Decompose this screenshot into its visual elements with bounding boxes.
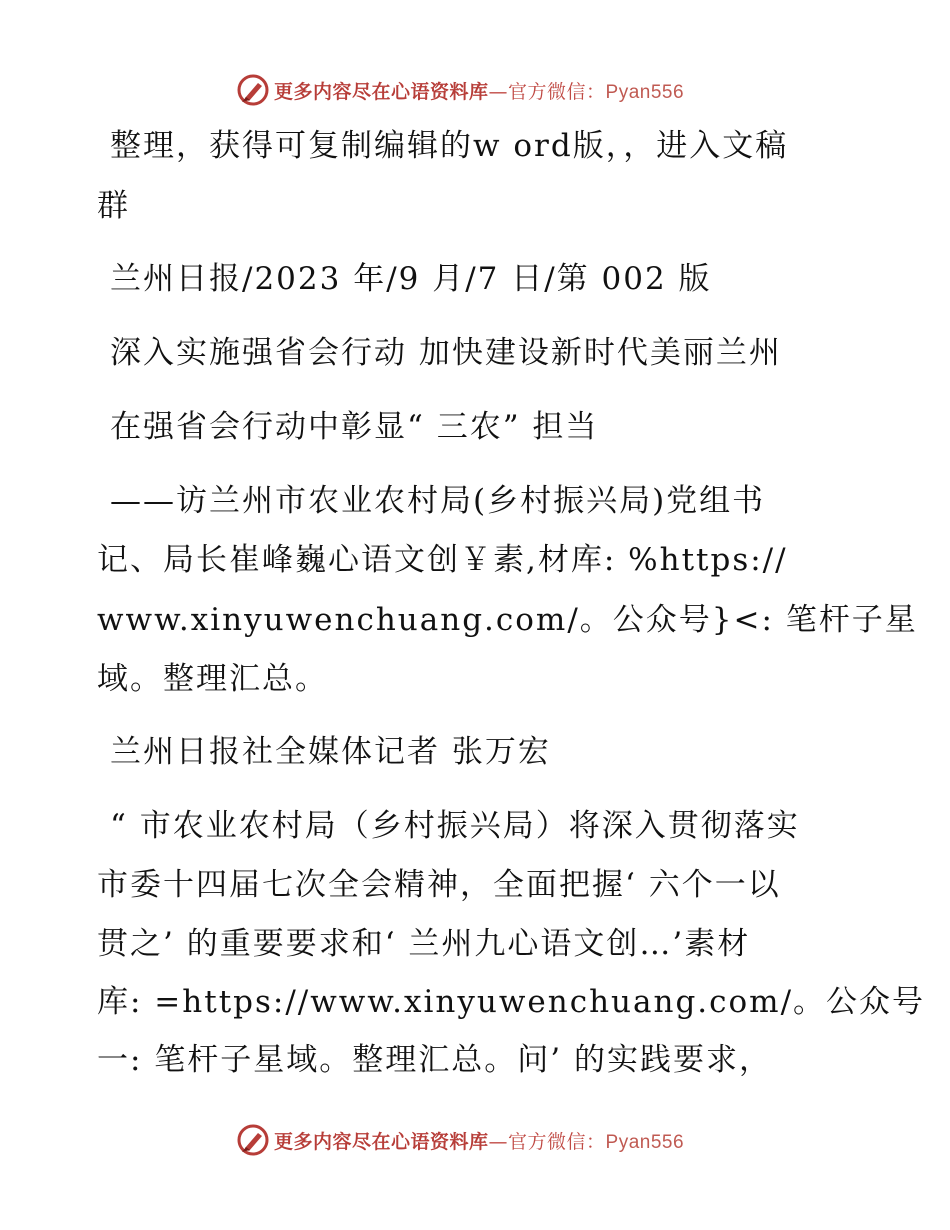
article-column-title: 深入实施强省会行动 加快建设新时代美丽兰州	[110, 335, 782, 371]
banner-dash: —	[488, 80, 509, 103]
article-subheadline: ——访兰州市农业农村局(乡村振兴局)党组书	[110, 483, 766, 519]
banner-wechat-id: Pyan556	[605, 1131, 685, 1153]
banner-dash: —	[488, 1130, 509, 1153]
banner-text	[274, 1127, 684, 1154]
paragraph-line: 市委十四届七次全会精神，全面把握‘ 六个一以	[97, 867, 781, 903]
banner-contact-label: 官方微信：	[508, 80, 606, 103]
body-line: 域。整理汇总。	[97, 661, 328, 697]
banner-text	[274, 77, 684, 104]
paragraph-line: “ 市农业农村局（乡村振兴局）将深入贯彻落实	[110, 808, 800, 844]
pen-logo-icon	[236, 73, 270, 107]
header-banner	[236, 73, 684, 107]
body-line: www.xinyuwenchuang.com/。公众号}<: 笔杆子星	[97, 602, 918, 638]
banner-slogan: 更多内容尽在心语资料库	[274, 1130, 489, 1153]
paragraph-line: 贯之’ 的重要要求和‘ 兰州九心语文创…’素材	[97, 926, 751, 962]
paragraph-line: 库: =https://www.xinyuwenchuang.com/。公众号	[97, 984, 926, 1020]
article-byline: 兰州日报社全媒体记者 张万宏	[110, 734, 551, 770]
pen-logo-icon	[236, 1123, 270, 1157]
footer-banner	[236, 1123, 684, 1157]
body-line: 整理，获得可复制编辑的w ord版，，进入文稿	[110, 128, 789, 164]
banner-wechat-id: Pyan556	[605, 81, 685, 103]
body-line: 群	[97, 188, 130, 224]
banner-slogan: 更多内容尽在心语资料库	[274, 80, 489, 103]
newspaper-dateline: 兰州日报/2023 年/9 月/7 日/第 002 版	[110, 261, 712, 297]
article-headline: 在强省会行动中彰显“ 三农” 担当	[110, 409, 599, 445]
paragraph-line: 一: 笔杆子星域。整理汇总。问’ 的实践要求，	[97, 1042, 773, 1078]
body-line: 记、局长崔峰巍心语文创￥素,材库: %https://	[97, 542, 788, 578]
banner-contact-label: 官方微信：	[508, 1130, 606, 1153]
